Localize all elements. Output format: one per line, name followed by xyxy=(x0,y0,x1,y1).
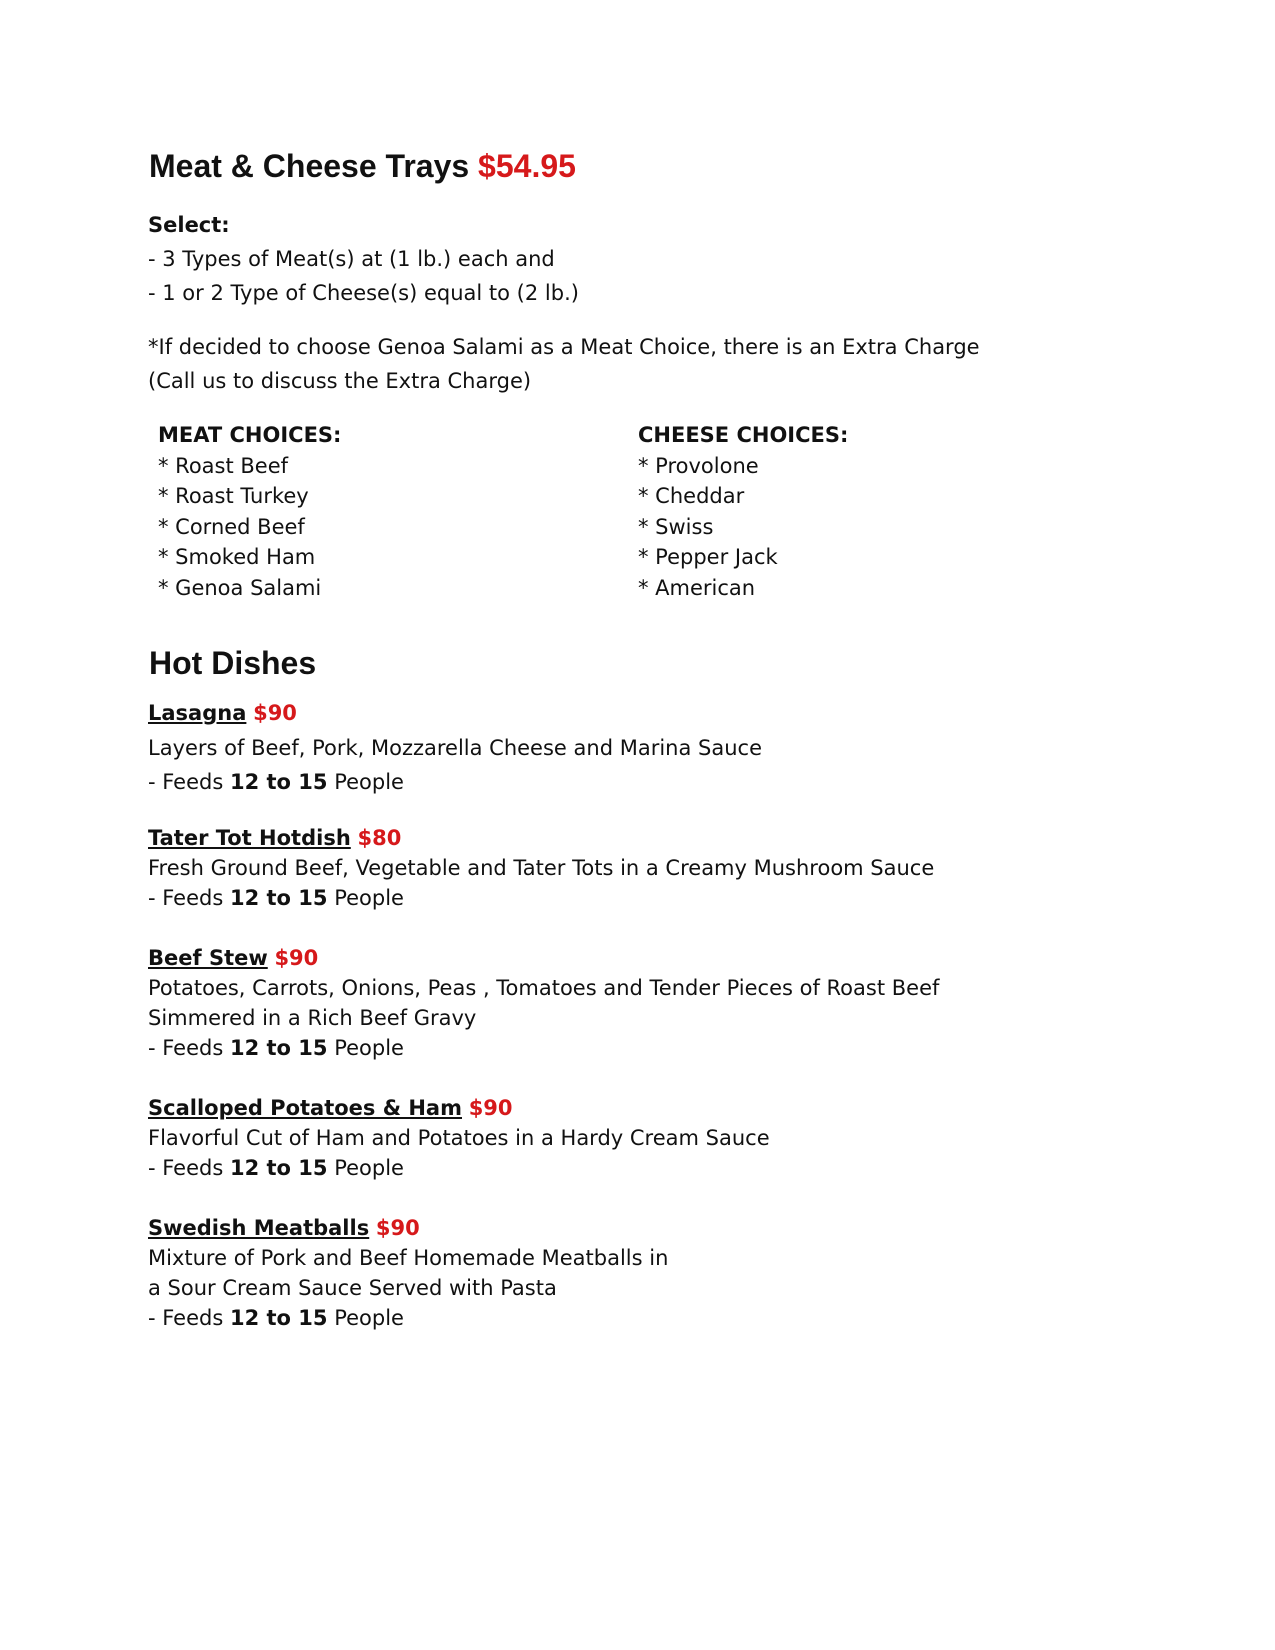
dish-desc: Layers of Beef, Pork, Mozzarella Cheese and Marina Sauce xyxy=(148,736,762,760)
salami-note: (Call us to discuss the Extra Charge) xyxy=(148,369,532,393)
feeds-count: 12 to 15 xyxy=(229,886,328,910)
cheese-choice: * Pepper Jack xyxy=(638,545,778,569)
select-line: - 1 or 2 Type of Cheese(s) equal to (2 lb.) xyxy=(148,281,579,305)
dish-name: Swedish Meatballs xyxy=(148,1216,370,1240)
feeds-prefix: - Feeds xyxy=(148,1156,230,1180)
feeds-suffix: People xyxy=(327,1306,404,1330)
cheese-choice: * Provolone xyxy=(638,453,759,478)
hot-dishes-heading: Hot Dishes xyxy=(149,645,317,681)
meat-choice: * Genoa Salami xyxy=(158,575,322,600)
dish-feeds xyxy=(148,1303,404,1333)
feeds-suffix: People xyxy=(327,1156,404,1180)
dish-desc: a Sour Cream Sauce Served with Pasta xyxy=(148,1276,557,1300)
dish-desc: Potatoes, Carrots, Onions, Peas , Tomatoes and Tender Pieces of Roast Beef xyxy=(148,976,940,1000)
dish-price: $90 xyxy=(274,946,319,970)
meat-choices xyxy=(158,420,341,603)
dish-desc: Simmered in a Rich Beef Gravy xyxy=(148,1006,477,1030)
select-line: - 3 Types of Meat(s) at (1 lb.) each and xyxy=(148,247,555,271)
cheese-choice: * Cheddar xyxy=(638,484,745,508)
dish-name: Beef Stew xyxy=(148,946,268,970)
dish-title xyxy=(148,1093,513,1123)
dish-desc: Mixture of Pork and Beef Homemade Meatballs in xyxy=(148,1246,669,1270)
dish-title xyxy=(148,698,297,728)
dish-feeds xyxy=(148,1033,404,1063)
meat-choices-heading: MEAT CHOICES: xyxy=(158,423,342,447)
dish-desc: Flavorful Cut of Ham and Potatoes in a Hardy Cream Sauce xyxy=(148,1126,770,1150)
dish-price: $90 xyxy=(468,1096,513,1120)
dish-title xyxy=(148,1213,420,1243)
feeds-count: 12 to 15 xyxy=(229,1036,328,1060)
dish-title xyxy=(148,943,318,973)
salami-note: *If decided to choose Genoa Salami as a Meat Choice, there is an Extra Charge xyxy=(148,335,980,359)
feeds-suffix: People xyxy=(327,770,404,794)
feeds-suffix: People xyxy=(327,886,404,910)
feeds-suffix: People xyxy=(327,1036,404,1060)
trays-price: $54.95 xyxy=(478,148,576,184)
meat-choice: * Smoked Ham xyxy=(158,545,316,569)
cheese-choice: * American xyxy=(638,575,756,600)
dish-feeds xyxy=(148,1153,404,1183)
meat-choice: * Roast Turkey xyxy=(158,484,309,508)
dish-price: $90 xyxy=(253,701,297,725)
trays-title: Meat & Cheese Trays xyxy=(149,148,470,184)
feeds-prefix: - Feeds xyxy=(148,1306,230,1330)
trays-heading xyxy=(149,148,576,185)
dish-name: Lasagna xyxy=(148,701,247,725)
dish-feeds xyxy=(148,883,404,913)
meat-choice: * Roast Beef xyxy=(158,453,289,478)
dish-title xyxy=(148,823,401,853)
dish-name: Scalloped Potatoes & Ham xyxy=(148,1096,462,1120)
feeds-count: 12 to 15 xyxy=(229,1156,328,1180)
cheese-choice: * Swiss xyxy=(638,514,714,539)
dish-price: $90 xyxy=(375,1216,420,1240)
feeds-prefix: - Feeds xyxy=(148,1036,230,1060)
dish-price: $80 xyxy=(357,826,402,850)
dish-feeds xyxy=(148,767,404,797)
feeds-prefix: - Feeds xyxy=(148,886,230,910)
dish-name: Tater Tot Hotdish xyxy=(148,826,351,850)
feeds-count: 12 to 15 xyxy=(229,770,328,794)
cheese-choices-heading: CHEESE CHOICES: xyxy=(638,423,849,447)
select-label: Select: xyxy=(148,213,230,237)
cheese-choices xyxy=(638,420,848,603)
feeds-prefix: - Feeds xyxy=(148,770,230,794)
dish-desc: Fresh Ground Beef, Vegetable and Tater Tots in a Creamy Mushroom Sauce xyxy=(148,856,935,880)
feeds-count: 12 to 15 xyxy=(229,1306,328,1330)
meat-choice: * Corned Beef xyxy=(158,514,305,539)
